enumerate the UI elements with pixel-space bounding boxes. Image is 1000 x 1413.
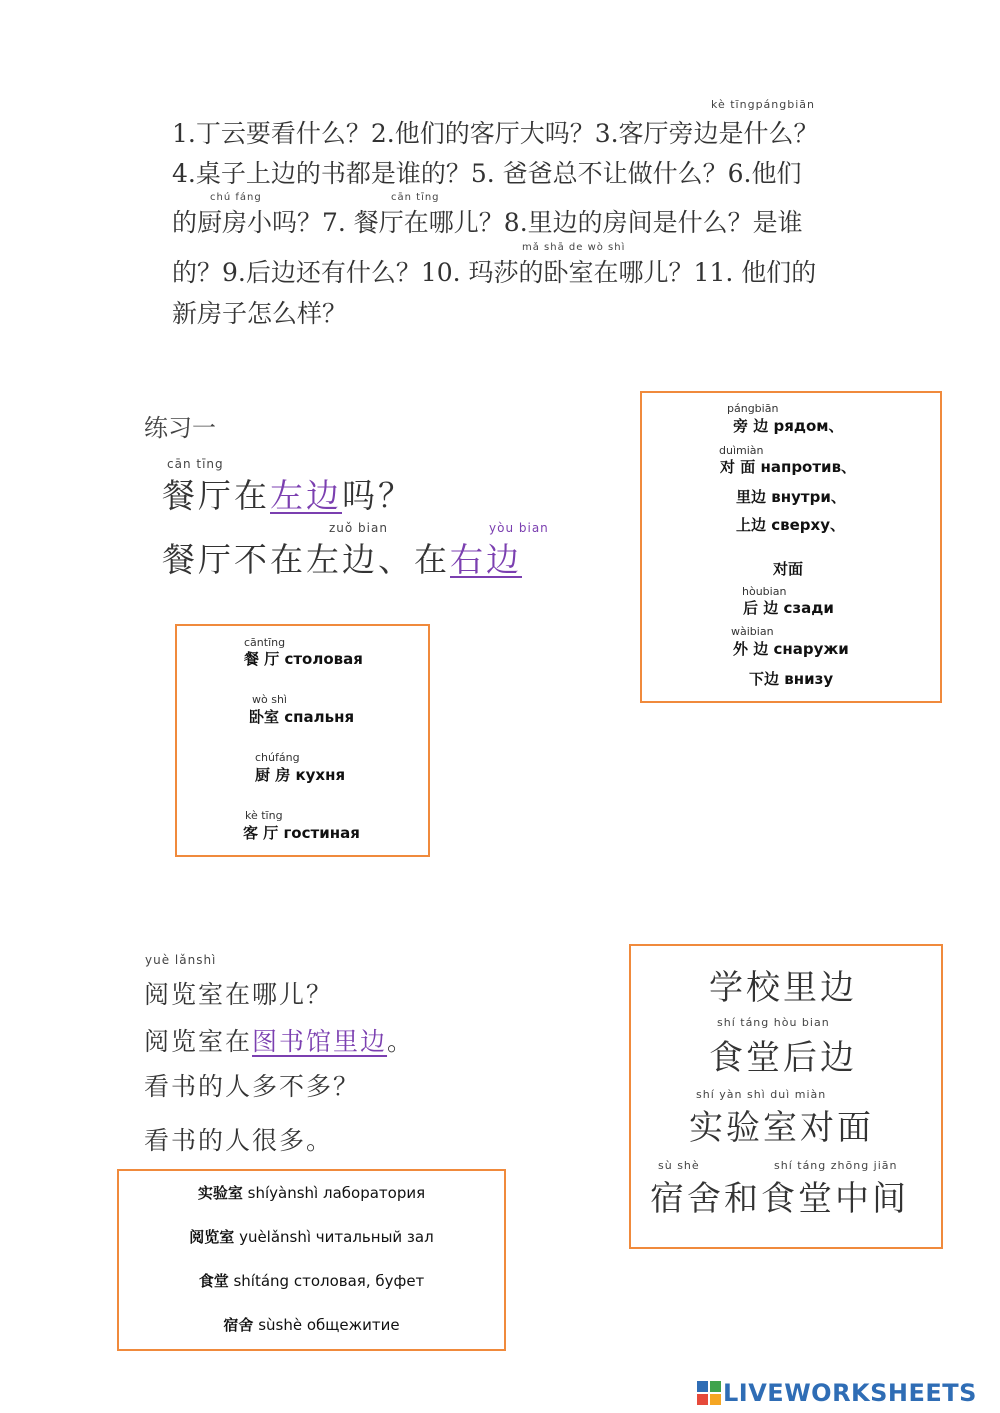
- school-line-2: 食堂后边: [709, 1038, 857, 1078]
- room-pinyin: kè tīng: [245, 809, 283, 822]
- answer-youbian[interactable]: 右边: [450, 540, 522, 579]
- dir-pinyin: wàibian: [731, 625, 774, 638]
- school-pinyin-2: shí táng hòu bian: [717, 1016, 830, 1029]
- dir-ru: сзади: [783, 599, 834, 617]
- a-prefix: 餐厅不在左边、在: [162, 540, 450, 579]
- q-suffix: 吗？: [342, 476, 414, 515]
- dir-zh: 下边: [749, 670, 780, 688]
- vocab-zh: 食堂: [198, 1272, 229, 1290]
- room-keting: [243, 822, 360, 843]
- question-line-2: 4.桌子上边的书都是谁的？5. 爸爸总不让做什么？6.他们: [172, 159, 802, 188]
- line2-prefix: 阅览室在: [144, 1027, 253, 1056]
- dir-ru: снаружи: [773, 640, 849, 658]
- room-ru: кухня: [295, 766, 346, 784]
- answer-zuobian[interactable]: 左边: [270, 476, 342, 515]
- dir-ru: внутри、: [771, 488, 846, 506]
- pinyin-zuobian: zuǒ bian: [329, 521, 388, 535]
- live-mark-icon: [697, 1381, 721, 1405]
- pinyin-ketingpangbian: kè tīngpángbiān: [711, 98, 815, 111]
- line2-suffix: 。: [387, 1027, 415, 1056]
- school-pinyin-4b: shí táng zhōng jiān: [774, 1159, 898, 1172]
- school-box: [629, 944, 943, 1249]
- exercise2-line-4: 看书的人很多。: [144, 1126, 334, 1155]
- dir-zh: 里边: [736, 488, 767, 506]
- dir-houbian: [743, 597, 834, 618]
- dir-zh: 外 边: [733, 640, 769, 658]
- exercise2-line-1: 阅览室在哪儿？: [144, 980, 334, 1009]
- logo-text: LIVEWORKSHEETS: [723, 1379, 977, 1407]
- dir-pinyin: pángbiān: [727, 402, 779, 415]
- room-pinyin: chúfáng: [255, 751, 300, 764]
- pinyin-masha: mǎ shā de wò shì: [522, 242, 626, 253]
- room-pinyin: cāntīng: [244, 636, 286, 649]
- vocab-rest: yuèlǎnshì читальный зал: [234, 1228, 434, 1246]
- exercise2-line-3: 看书的人多不多？: [144, 1072, 361, 1101]
- exercise2-line-2: [144, 1022, 414, 1058]
- school-line-1: 学校里边: [709, 968, 857, 1008]
- dir-duimian-plain: [773, 558, 803, 579]
- pinyin-canting-q: cān tīng: [391, 192, 440, 203]
- dir-zh: 上边: [736, 516, 767, 534]
- dir-ru: рядом、: [773, 417, 844, 435]
- dir-ru: сверху、: [771, 516, 845, 534]
- vocab-yuelanshi: [119, 1226, 504, 1247]
- dir-zh: 对 面: [720, 458, 756, 476]
- school-line-4: 宿舍和食堂中间: [650, 1179, 909, 1219]
- dir-waibian: [733, 638, 849, 659]
- pinyin-canting-ex: cān tīng: [167, 457, 224, 471]
- pinyin-youbian: yòu bian: [489, 521, 549, 535]
- vocab-rest: shítáng столовая, буфет: [228, 1272, 425, 1290]
- dir-xiabian: [749, 668, 833, 689]
- room-pinyin: wò shì: [252, 693, 287, 706]
- dir-libian: [736, 486, 846, 507]
- vocab-shitang: [119, 1270, 504, 1291]
- room-ru: гостиная: [283, 824, 360, 842]
- dir-ru: напротив、: [760, 458, 857, 476]
- room-woshi: [249, 706, 354, 727]
- places-vocab-box: [117, 1169, 506, 1351]
- question-line-1: 1.丁云要看什么？2.他们的客厅大吗？3.客厅旁边是什么？: [172, 119, 819, 148]
- school-line-3: 实验室对面: [689, 1108, 874, 1148]
- exercise-title: 练习一: [144, 414, 216, 442]
- dir-pangbian: [733, 415, 844, 436]
- dir-zh: 对面: [773, 560, 804, 578]
- dir-zh: 旁 边: [733, 417, 769, 435]
- dir-pinyin: duìmiàn: [719, 444, 764, 457]
- vocab-shiyanshi: [119, 1182, 504, 1203]
- dir-shangbian: [736, 514, 845, 535]
- exercise1-question: [162, 470, 414, 517]
- room-ru: спальня: [284, 708, 355, 726]
- vocab-rest: sùshè общежитие: [253, 1316, 400, 1334]
- vocab-zh: 阅览室: [189, 1228, 235, 1246]
- question-line-4: 的？9.后边还有什么？10. 玛莎的卧室在哪儿？11. 他们的: [172, 258, 817, 287]
- school-pinyin-3: shí yàn shì duì miàn: [696, 1088, 827, 1101]
- room-canting: [244, 648, 363, 669]
- vocab-sushe: [119, 1314, 504, 1335]
- vocab-rest: shíyànshì лаборатория: [242, 1184, 426, 1202]
- vocab-zh: 实验室: [197, 1184, 243, 1202]
- answer-tushuguan[interactable]: 图书馆里边: [252, 1027, 388, 1056]
- room-zh: 厨 房: [255, 766, 291, 784]
- pinyin-yuelanshi: yuè lǎnshì: [145, 953, 217, 967]
- dir-duimian: [720, 456, 856, 477]
- dir-zh: 后 边: [743, 599, 779, 617]
- room-zh: 客 厅: [243, 824, 279, 842]
- dir-pinyin: hòubian: [742, 585, 787, 598]
- liveworksheets-logo[interactable]: [697, 1379, 977, 1407]
- exercise1-answer: [162, 534, 522, 581]
- room-zh: 餐 厅: [244, 650, 280, 668]
- room-chufang: [255, 764, 345, 785]
- q-prefix: 餐厅在: [162, 476, 270, 515]
- school-pinyin-4a: sù shè: [658, 1159, 700, 1172]
- question-line-3: 的厨房小吗？7. 餐厅在哪儿？8.里边的房间是什么？是谁: [172, 208, 803, 237]
- pinyin-chufang: chú fáng: [210, 192, 262, 203]
- directions-vocab-box: [640, 391, 942, 703]
- room-ru: столовая: [284, 650, 363, 668]
- room-zh: 卧室: [249, 708, 280, 726]
- question-line-5: 新房子怎么样？: [172, 299, 348, 328]
- dir-ru: внизу: [784, 670, 834, 688]
- rooms-vocab-box: [175, 624, 430, 857]
- vocab-zh: 宿舍: [223, 1316, 254, 1334]
